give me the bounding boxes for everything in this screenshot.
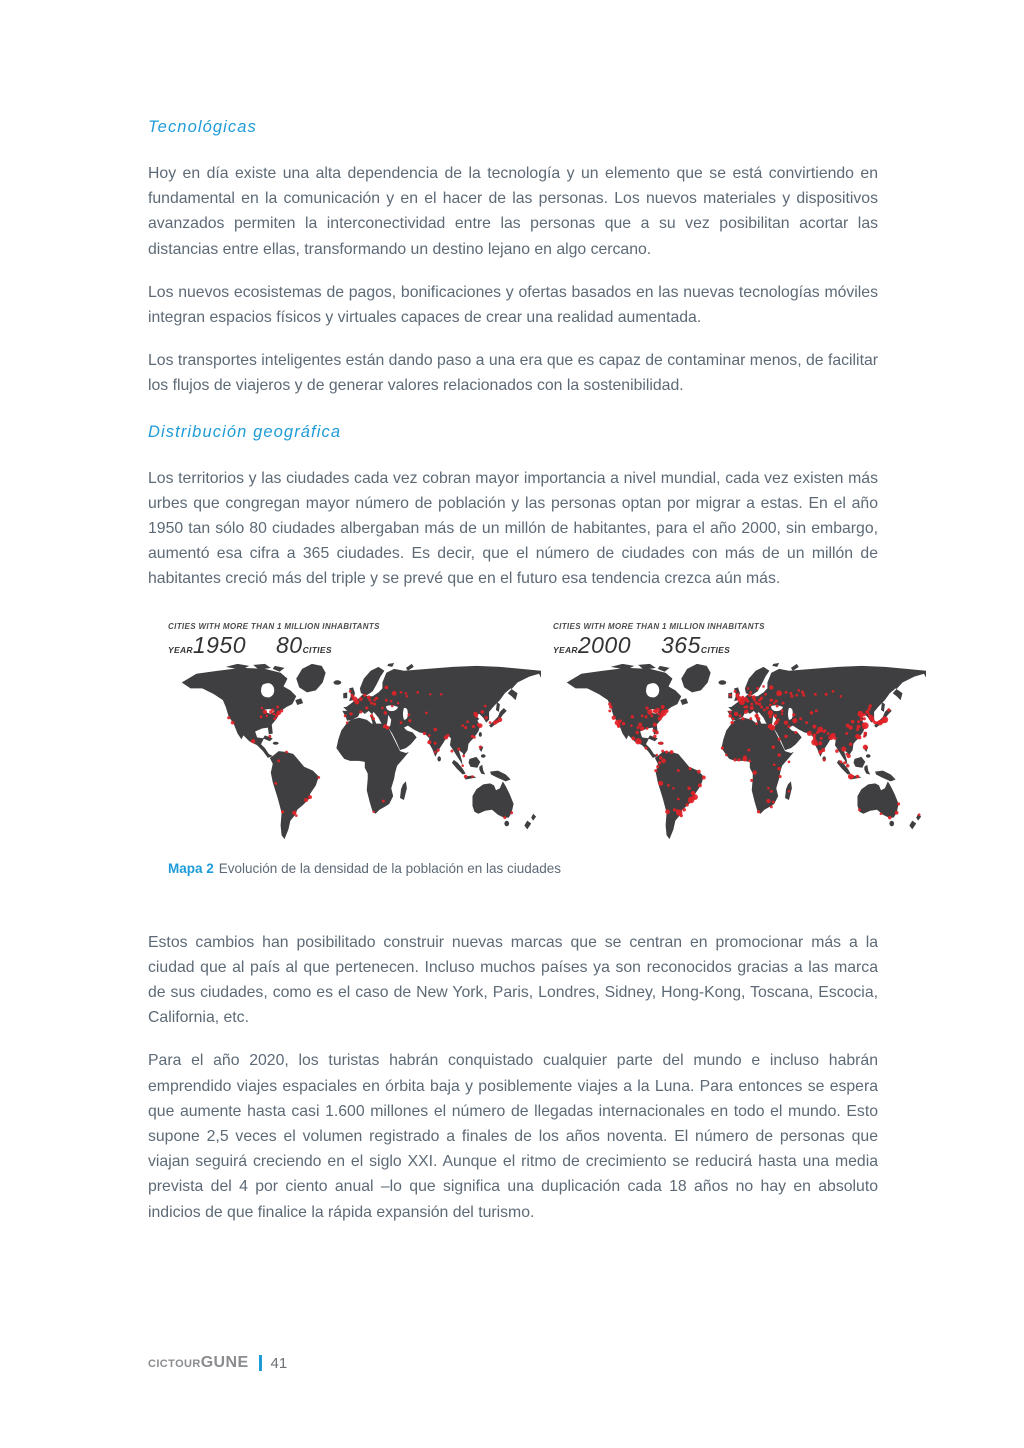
figure-caption-label: Mapa 2: [168, 860, 214, 876]
year-label: YEAR: [553, 644, 578, 655]
map-year-line: [168, 631, 545, 658]
page-footer: [148, 1354, 287, 1372]
year-value: 2000: [577, 631, 631, 658]
map-panel-1950: [165, 622, 545, 847]
paragraph-geography-1: Los territorios y las ciudades cada vez cobran mayor importancia a nivel mundial, cada vez existen más urbes que congregan mayor número de población y las personas optan por migrar a estas. En el año 1950 tan sólo 80 ciudades albergaban más de un millón de habitantes, para el año 2000, sin embargo, aumentó esa cifra a 365 ciudades. Es decir, que el número de ciudades con más de un millón de habitantes creció más del triple y se prevé que en el futuro esa tendencia crezca aún más.: [148, 469, 878, 588]
paragraph-technology-3: Los transportes inteligentes están dando paso a una era que es capaz de contaminar menos, de facilitar los flujos de viajeros y de generar valores relacionados con la sostenibilidad.: [148, 352, 878, 395]
map-title: CITIES WITH MORE THAN 1 MILLION INHABITANTS: [168, 621, 380, 631]
map-year-line: [553, 631, 930, 658]
paragraph-technology-2: Los nuevos ecosistemas de pagos, bonificaciones y ofertas basados en las nuevas tecnologías móviles integran espacios físicos y virtuales capaces de crear una realidad aumentada.: [148, 283, 878, 327]
paragraph-brands: Estos cambios han posibilitado construir nuevas marcas que se centran en promocionar más a la ciudad que al país al que pertenecen. Incluso muchos países ya son reconocidos gracias a las marca de sus ciudades, como es el caso de New York, Paris, Londres, Sidney, Hong-Kong, Toscana, Escocia, California, etc.: [148, 933, 878, 1027]
map-header-2000: [553, 622, 930, 657]
map-header-1950: [168, 622, 545, 657]
cities-label: CITIES: [302, 644, 332, 655]
figure-caption-text: Evolución de la densidad de la población en las ciudades: [218, 860, 562, 876]
year-label: YEAR: [168, 644, 193, 655]
page-content: [148, 118, 878, 1243]
city-count: 80: [276, 631, 303, 658]
page-number: 41: [270, 1354, 288, 1372]
maps-row: [165, 622, 930, 847]
paragraph-tourism-2020: Para el año 2020, los turistas habrán conquistado cualquier parte del mundo e incluso habrán emprendido viajes espaciales en órbita baja y posiblemente viajes a la Luna. Para entonces se espera que aumente hasta casi 1.600 millones el número de llegadas internacionales en todo el mundo. Esto supone 2,5 veces el volumen registrado a finales de los años noventa. El número de personas que viajan seguirá creciendo en el siglo XXI. Aunque el ritmo de crecimiento se reducirá hasta una media prevista del 4 por ciento anual –lo que significa una duplicación cada 18 años no hay en absoluto indicios de que finalice la rápida expansión del turismo.: [148, 1052, 878, 1221]
year-value: 1950: [192, 631, 246, 658]
cities-label: CITIES: [700, 644, 731, 655]
world-map-2000: [550, 661, 930, 847]
world-map-1950: [165, 661, 545, 847]
figure-caption: [168, 861, 930, 876]
map-figure: [165, 622, 930, 876]
map-title: CITIES WITH MORE THAN 1 MILLION INHABITANTS: [553, 621, 765, 631]
footer-separator-bar: [259, 1355, 262, 1371]
section-heading-distribucion-geografica: Distribución geográfica: [148, 422, 342, 441]
section-heading-tecnologicas: Tecnológicas: [148, 118, 257, 136]
city-count: 365: [661, 631, 701, 658]
paragraph-technology-1: Hoy en día existe una alta dependencia de la tecnología y un elemento que se está convirtiendo en fundamental en la comunicación y en el hacer de las personas. Los nuevos materiales y dispositivos avanzados permiten la interconectividad entre las personas que a su vez posibilitan acortar las distancias entre ellas, transformando un destino lejano en algo cercano.: [148, 165, 878, 258]
cictourgune-logo: cictourGUNE: [148, 1354, 249, 1371]
map-panel-2000: [550, 622, 930, 847]
